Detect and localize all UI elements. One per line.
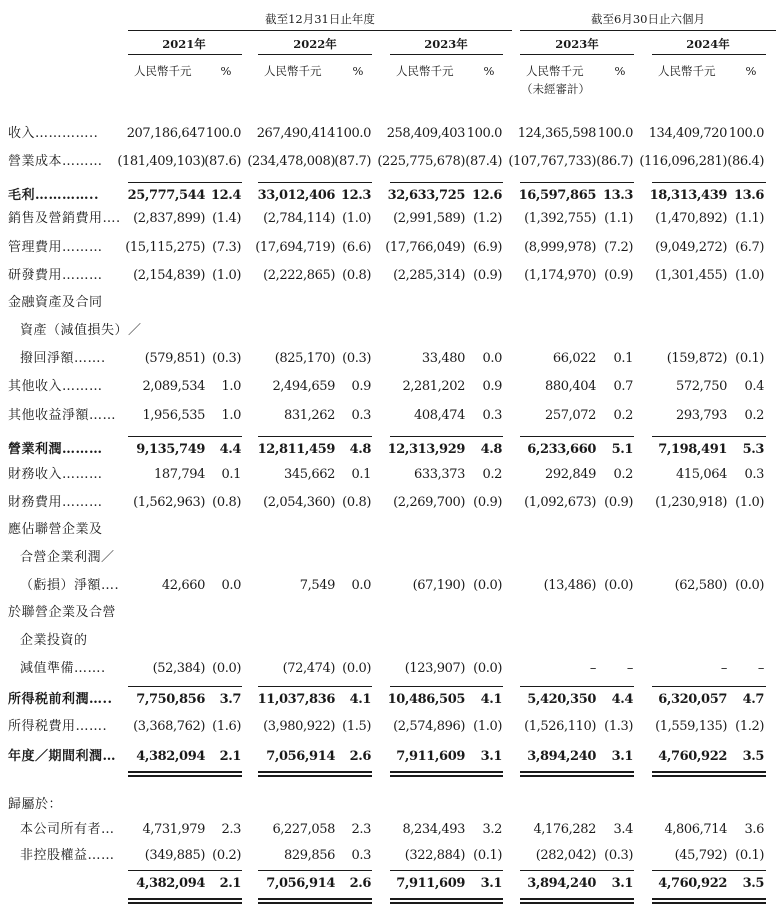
amount-cell: 134,409,720	[648, 126, 727, 141]
amount-cell: (2,222,865)	[263, 268, 335, 283]
row-label: 銷售及營銷費用….	[8, 211, 121, 226]
amount-cell: (62,580)	[674, 578, 727, 593]
percent-cell: (86.4)	[727, 154, 764, 169]
percent-cell: (1.2)	[735, 719, 764, 734]
percent-cell: –	[757, 661, 764, 676]
final-double-rule	[128, 902, 242, 904]
amount-cell: 257,072	[545, 408, 596, 423]
amount-cell: 12,313,929	[387, 442, 465, 457]
amount-cell: 7,911,609	[396, 749, 465, 764]
row-label: 營業利潤………	[8, 442, 103, 457]
percent-cell: 4.8	[480, 442, 502, 457]
amount-cell: 633,373	[414, 467, 465, 482]
percent-cell: 5.1	[611, 442, 633, 457]
percent-cell: 12.4	[210, 188, 241, 203]
row-label: 年度／期間利潤…	[8, 749, 117, 764]
percent-cell: (0.3)	[604, 848, 633, 863]
percent-cell: (1.0)	[735, 495, 764, 510]
percent-cell: (1.5)	[342, 719, 371, 734]
amount-cell: 7,198,491	[658, 442, 727, 457]
percent-cell: (1.0)	[212, 268, 241, 283]
percent-cell: (0.9)	[473, 268, 502, 283]
amount-cell: 880,404	[545, 379, 596, 394]
amount-cell: (45,792)	[674, 848, 727, 863]
amount-cell: (234,478,008)	[247, 154, 335, 169]
percent-cell: 100.0	[466, 126, 502, 141]
amount-cell: (1,526,110)	[524, 719, 596, 734]
amount-cell: 16,597,865	[518, 188, 596, 203]
amount-cell: (107,767,733)	[508, 154, 596, 169]
amount-cell: 66,022	[552, 351, 596, 366]
percent-cell: 0.3	[351, 848, 371, 863]
percent-cell: 3.1	[480, 876, 502, 891]
amount-cell: 6,233,660	[527, 442, 596, 457]
percent-unit-label: %	[352, 64, 364, 78]
percent-cell: (0.3)	[342, 351, 371, 366]
percent-cell: (6.6)	[342, 240, 371, 255]
amount-cell: (2,574,896)	[393, 719, 465, 734]
row-label: 金融資產及合同	[8, 295, 103, 310]
percent-cell: (86.7)	[596, 154, 633, 169]
percent-cell: (0.8)	[212, 495, 241, 510]
amount-cell: 6,227,058	[272, 822, 335, 837]
total-double-rule	[652, 775, 766, 777]
percent-cell: 3.7	[219, 692, 241, 707]
year-group-rule	[128, 30, 512, 31]
final-double-rule	[390, 898, 503, 900]
percent-cell: 2.1	[219, 876, 241, 891]
amount-cell: (2,784,114)	[263, 211, 335, 226]
total-double-rule	[520, 771, 634, 773]
percent-cell: 0.0	[351, 578, 371, 593]
percent-cell: 0.1	[613, 351, 633, 366]
amount-cell: 33,012,406	[257, 188, 335, 203]
amount-unit-label: 人民幣千元	[264, 64, 322, 78]
percent-cell: 4.1	[349, 692, 371, 707]
percent-cell: (7.3)	[212, 240, 241, 255]
percent-cell: 2.3	[221, 822, 241, 837]
total-double-rule	[258, 775, 372, 777]
subtotal-rule	[128, 436, 242, 437]
amount-cell: 1,956,535	[142, 408, 205, 423]
amount-cell: 18,313,439	[649, 188, 727, 203]
percent-cell: (1.1)	[735, 211, 764, 226]
amount-cell: 7,911,609	[396, 876, 465, 891]
half-year-group-heading: 截至6月30日止六個月	[591, 12, 705, 26]
amount-cell: (8,999,978)	[524, 240, 596, 255]
row-label: 歸屬於：	[8, 797, 63, 812]
period-heading: 2023年	[555, 37, 599, 51]
percent-cell: (1.6)	[212, 719, 241, 734]
amount-cell: (2,054,360)	[263, 495, 335, 510]
percent-cell: (0.9)	[473, 495, 502, 510]
amount-cell: 4,731,979	[142, 822, 205, 837]
percent-cell: 3.4	[613, 822, 633, 837]
final-double-rule	[652, 902, 766, 904]
amount-cell: (116,096,281)	[639, 154, 727, 169]
subtotal-rule	[128, 686, 242, 687]
percent-cell: 3.1	[611, 749, 633, 764]
subtotal-rule	[258, 686, 372, 687]
percent-cell: 3.1	[480, 749, 502, 764]
amount-cell: 292,849	[545, 467, 596, 482]
amount-cell: 32,633,725	[387, 188, 465, 203]
percent-cell: 0.3	[744, 467, 764, 482]
amount-cell: 4,382,094	[136, 749, 205, 764]
amount-cell: 33,480	[421, 351, 465, 366]
percent-cell: (0.0)	[604, 578, 633, 593]
amount-cell: (1,174,970)	[524, 268, 596, 283]
percent-cell: 3.1	[611, 876, 633, 891]
percent-cell: (87.6)	[204, 154, 241, 169]
percent-cell: (0.0)	[342, 661, 371, 676]
row-label: 撥回淨額…….	[20, 351, 106, 366]
percent-cell: 100.0	[335, 126, 371, 141]
percent-cell: 3.2	[482, 822, 502, 837]
amount-cell: 258,409,403	[386, 126, 465, 141]
percent-cell: 12.6	[471, 188, 502, 203]
percent-cell: 0.1	[351, 467, 371, 482]
percent-cell: 13.3	[602, 188, 633, 203]
percent-cell: (0.0)	[735, 578, 764, 593]
amount-cell: 831,262	[284, 408, 335, 423]
amount-cell: (1,301,455)	[655, 268, 727, 283]
percent-cell: 13.6	[733, 188, 764, 203]
percent-cell: 5.3	[742, 442, 764, 457]
percent-cell: 3.5	[742, 749, 764, 764]
row-label: 研發費用………	[8, 268, 103, 283]
percent-cell: (1.3)	[604, 719, 633, 734]
subtotal-rule	[258, 436, 372, 437]
period-rule	[652, 54, 766, 55]
period-heading: 2024年	[686, 37, 730, 51]
amount-unit-label: 人民幣千元	[396, 64, 454, 78]
amount-cell: (282,042)	[535, 848, 596, 863]
row-label: 所得税費用…….	[8, 719, 108, 734]
percent-cell: (0.0)	[212, 661, 241, 676]
final-double-rule	[258, 902, 372, 904]
amount-cell: 2,089,534	[142, 379, 205, 394]
percent-cell: (0.0)	[473, 578, 502, 593]
subtotal-rule	[128, 182, 242, 183]
row-label: 毛利…………..	[8, 188, 100, 203]
amount-cell: 7,056,914	[266, 749, 335, 764]
percent-cell: 3.5	[742, 876, 764, 891]
row-label: 收入…………..	[8, 126, 99, 141]
percent-cell: 0.2	[613, 408, 633, 423]
percent-cell: 0.3	[351, 408, 371, 423]
final-subtotal-rule	[652, 870, 766, 871]
period-heading: 2022年	[293, 37, 337, 51]
total-double-rule	[390, 771, 503, 773]
total-double-rule	[258, 771, 372, 773]
amount-cell: (123,907)	[404, 661, 465, 676]
row-label: 所得税前利潤…..	[8, 692, 113, 707]
row-label: 企業投資的	[20, 633, 88, 648]
percent-cell: 100.0	[728, 126, 764, 141]
row-label: 於聯營企業及合營	[8, 605, 117, 620]
amount-cell: (17,766,049)	[385, 240, 465, 255]
year-group-heading: 截至12月31日止年度	[265, 12, 375, 26]
amount-cell: (2,285,314)	[393, 268, 465, 283]
subtotal-rule	[258, 182, 372, 183]
percent-cell: 3.6	[744, 822, 764, 837]
amount-unit-label: 人民幣千元	[134, 64, 192, 78]
subtotal-rule	[390, 436, 503, 437]
percent-cell: (0.1)	[473, 848, 502, 863]
percent-cell: (1.4)	[212, 211, 241, 226]
final-double-rule	[652, 898, 766, 900]
amount-cell: 4,760,922	[658, 749, 727, 764]
period-rule	[390, 54, 503, 55]
subtotal-rule	[652, 182, 766, 183]
percent-cell: 1.0	[221, 379, 241, 394]
amount-cell: 4,176,282	[533, 822, 596, 837]
amount-cell: (52,384)	[152, 661, 205, 676]
amount-cell: (579,851)	[144, 351, 205, 366]
subtotal-rule	[652, 686, 766, 687]
amount-cell: 207,186,647	[126, 126, 205, 141]
row-label: 管理費用………	[8, 240, 103, 255]
percent-cell: (1.0)	[473, 719, 502, 734]
total-double-rule	[128, 771, 242, 773]
percent-cell: 2.6	[349, 876, 371, 891]
amount-cell: 187,794	[154, 467, 205, 482]
percent-cell: 100.0	[205, 126, 241, 141]
percent-cell: –	[626, 661, 633, 676]
percent-cell: 0.3	[482, 408, 502, 423]
percent-cell: 0.9	[351, 379, 371, 394]
percent-cell: 0.1	[221, 467, 241, 482]
amount-cell: 124,365,598	[517, 126, 596, 141]
percent-cell: 0.4	[744, 379, 764, 394]
total-double-rule	[390, 775, 503, 777]
amount-cell: 2,281,202	[402, 379, 465, 394]
percent-cell: (6.7)	[735, 240, 764, 255]
period-rule	[520, 54, 634, 55]
percent-cell: 0.2	[613, 467, 633, 482]
amount-cell: 8,234,493	[402, 822, 465, 837]
amount-cell: 11,037,836	[257, 692, 335, 707]
subtotal-rule	[520, 182, 634, 183]
amount-cell: 293,793	[676, 408, 727, 423]
total-double-rule	[520, 775, 634, 777]
row-label: 減值準備…….	[20, 661, 106, 676]
amount-cell: (1,562,963)	[133, 495, 205, 510]
amount-cell: (13,486)	[543, 578, 596, 593]
percent-cell: (0.1)	[735, 351, 764, 366]
final-double-rule	[390, 902, 503, 904]
amount-cell: 267,490,414	[256, 126, 335, 141]
percent-cell: (1.0)	[342, 211, 371, 226]
final-double-rule	[520, 902, 634, 904]
percent-cell: (0.0)	[473, 661, 502, 676]
percent-unit-label: %	[483, 64, 495, 78]
amount-cell: 42,660	[161, 578, 205, 593]
subtotal-rule	[652, 436, 766, 437]
final-subtotal-rule	[520, 870, 634, 871]
percent-cell: (7.2)	[604, 240, 633, 255]
percent-cell: (0.3)	[212, 351, 241, 366]
subtotal-rule	[390, 686, 503, 687]
final-subtotal-rule	[128, 870, 242, 871]
amount-cell: 2,494,659	[272, 379, 335, 394]
amount-cell: (181,409,103)	[117, 154, 205, 169]
final-double-rule	[128, 898, 242, 900]
amount-cell: (3,980,922)	[263, 719, 335, 734]
amount-cell: (2,991,589)	[393, 211, 465, 226]
percent-cell: (0.8)	[342, 268, 371, 283]
percent-cell: 2.3	[351, 822, 371, 837]
amount-cell: 9,135,749	[136, 442, 205, 457]
amount-unit-label: 人民幣千元	[526, 64, 584, 78]
row-label: （虧損）淨額….	[20, 578, 120, 593]
amount-cell: (9,049,272)	[655, 240, 727, 255]
amount-cell: 12,811,459	[257, 442, 335, 457]
amount-cell: 572,750	[676, 379, 727, 394]
percent-cell: (0.9)	[604, 268, 633, 283]
amount-cell: (2,269,700)	[393, 495, 465, 510]
row-label: 其他收入………	[8, 379, 103, 394]
row-label: 本公司所有者…	[20, 822, 115, 837]
total-double-rule	[128, 775, 242, 777]
percent-cell: 0.2	[744, 408, 764, 423]
row-label: 非控股權益……	[20, 848, 115, 863]
amount-cell: (67,190)	[412, 578, 465, 593]
percent-cell: (0.8)	[342, 495, 371, 510]
amount-cell: (15,115,275)	[125, 240, 205, 255]
row-label: 財務收入………	[8, 467, 103, 482]
amount-cell: 25,777,544	[127, 188, 205, 203]
percent-cell: (1.1)	[604, 211, 633, 226]
amount-cell: 345,662	[284, 467, 335, 482]
amount-unit-label: 人民幣千元	[658, 64, 716, 78]
percent-cell: 100.0	[597, 126, 633, 141]
row-label: 營業成本………	[8, 154, 103, 169]
final-double-rule	[520, 898, 634, 900]
percent-cell: (0.1)	[735, 848, 764, 863]
amount-cell: 408,474	[414, 408, 465, 423]
amount-cell: 3,894,240	[527, 876, 596, 891]
final-double-rule	[258, 898, 372, 900]
amount-cell: (2,837,899)	[133, 211, 205, 226]
amount-cell: (159,872)	[666, 351, 727, 366]
percent-cell: 4.1	[480, 692, 502, 707]
final-subtotal-rule	[390, 870, 503, 871]
amount-cell: 829,856	[284, 848, 335, 863]
amount-cell: (825,170)	[274, 351, 335, 366]
percent-unit-label: %	[745, 64, 757, 78]
amount-cell: 7,056,914	[266, 876, 335, 891]
percent-cell: (87.7)	[334, 154, 371, 169]
total-double-rule	[652, 771, 766, 773]
amount-cell: (2,154,839)	[133, 268, 205, 283]
period-heading: 2023年	[424, 37, 468, 51]
percent-unit-label: %	[614, 64, 626, 78]
percent-cell: 0.9	[482, 379, 502, 394]
percent-cell: 4.7	[742, 692, 764, 707]
row-label: 資產（減值損失）／	[20, 323, 142, 338]
percent-cell: (6.9)	[473, 240, 502, 255]
period-rule	[128, 54, 242, 55]
percent-cell: 0.7	[613, 379, 633, 394]
percent-cell: (1.2)	[473, 211, 502, 226]
percent-cell: 0.0	[482, 351, 502, 366]
percent-cell: 1.0	[221, 408, 241, 423]
percent-cell: (87.4)	[465, 154, 502, 169]
period-rule	[258, 54, 372, 55]
final-subtotal-rule	[258, 870, 372, 871]
amount-cell: (17,694,719)	[255, 240, 335, 255]
amount-cell: (1,470,892)	[655, 211, 727, 226]
percent-cell: (0.2)	[212, 848, 241, 863]
amount-cell: –	[720, 661, 727, 676]
half-group-rule	[520, 30, 776, 31]
amount-cell: 4,382,094	[136, 876, 205, 891]
row-label: 應佔聯營企業及	[8, 522, 103, 537]
amount-cell: 7,549	[299, 578, 335, 593]
amount-cell: (1,230,918)	[655, 495, 727, 510]
percent-cell: 4.4	[611, 692, 633, 707]
amount-cell: (322,884)	[404, 848, 465, 863]
amount-cell: (1,392,755)	[524, 211, 596, 226]
subtotal-rule	[520, 686, 634, 687]
percent-cell: 2.6	[349, 749, 371, 764]
amount-cell: 4,760,922	[658, 876, 727, 891]
amount-cell: 4,806,714	[664, 822, 727, 837]
amount-cell: 5,420,350	[527, 692, 596, 707]
amount-cell: 10,486,505	[387, 692, 465, 707]
percent-cell: 0.0	[221, 578, 241, 593]
amount-cell: 6,320,057	[658, 692, 727, 707]
amount-cell: (72,474)	[282, 661, 335, 676]
amount-cell: (225,775,678)	[377, 154, 465, 169]
subtotal-rule	[520, 436, 634, 437]
amount-cell: (1,559,135)	[655, 719, 727, 734]
amount-cell: 7,750,856	[136, 692, 205, 707]
amount-cell: 415,064	[676, 467, 727, 482]
percent-cell: (1.0)	[735, 268, 764, 283]
amount-cell: (349,885)	[144, 848, 205, 863]
row-label: 合營企業利潤／	[20, 550, 115, 565]
unaudited-note: （未經審計）	[521, 82, 590, 96]
period-heading: 2021年	[162, 37, 206, 51]
amount-cell: 3,894,240	[527, 749, 596, 764]
percent-cell: 4.8	[349, 442, 371, 457]
percent-cell: 2.1	[219, 749, 241, 764]
percent-cell: 0.2	[482, 467, 502, 482]
amount-cell: –	[589, 661, 596, 676]
percent-cell: 12.3	[340, 188, 371, 203]
amount-cell: (1,092,673)	[524, 495, 596, 510]
amount-cell: (3,368,762)	[133, 719, 205, 734]
percent-unit-label: %	[220, 64, 232, 78]
row-label: 其他收益淨額……	[8, 408, 117, 423]
percent-cell: 4.4	[219, 442, 241, 457]
subtotal-rule	[390, 182, 503, 183]
percent-cell: (0.9)	[604, 495, 633, 510]
row-label: 財務費用………	[8, 495, 103, 510]
